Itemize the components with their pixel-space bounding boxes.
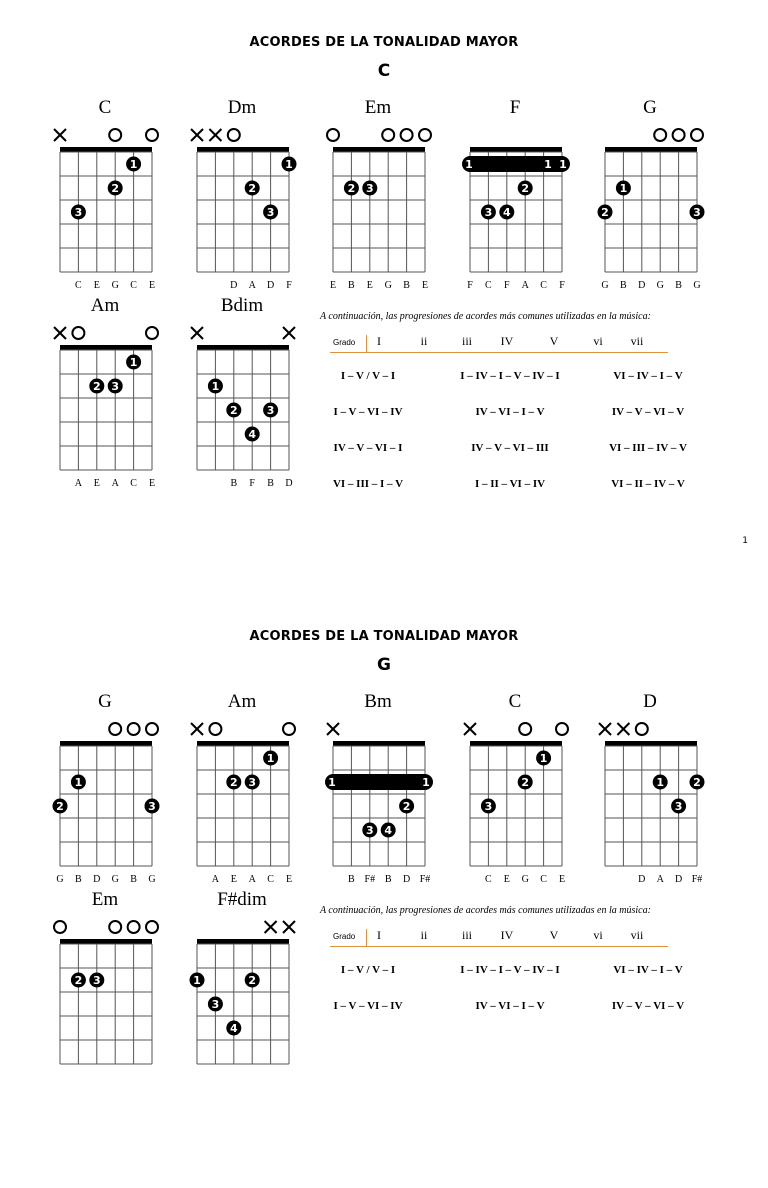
finger-number: 3	[148, 800, 156, 813]
finger-dot	[208, 379, 223, 394]
chord-note: D	[266, 280, 275, 291]
progression: VI – III – I – V	[332, 478, 404, 490]
chord-name: Bdim	[220, 295, 264, 316]
chord-note: G	[384, 280, 392, 291]
finger-number: 1	[656, 776, 665, 789]
finger-dot	[481, 205, 496, 220]
finger-number: 3	[211, 998, 220, 1011]
chord-note: B	[348, 874, 355, 885]
nut	[197, 741, 289, 746]
chord-diagram	[455, 97, 575, 291]
muted-string-icon	[191, 327, 203, 339]
open-string-icon	[109, 723, 121, 735]
finger-number: 1	[539, 752, 548, 765]
barre-finger-label: 1	[465, 158, 473, 171]
finger-dot	[263, 751, 278, 766]
open-string-icon	[654, 129, 666, 141]
progression: I – V / V – I	[340, 964, 396, 976]
nut	[60, 345, 152, 350]
chord-note: F#	[364, 874, 376, 885]
chord-note: C	[130, 478, 137, 489]
chord-note: B	[348, 280, 355, 291]
barre-finger-label: 1	[328, 776, 336, 789]
progression: I – V / V – I	[340, 370, 396, 382]
finger-number: 3	[266, 404, 275, 417]
degree-label: I	[377, 334, 381, 348]
fretboard-grid	[182, 691, 302, 871]
nut	[197, 939, 289, 944]
finger-number: 1	[619, 182, 628, 195]
finger-number: 1	[211, 380, 220, 393]
finger-number: 3	[248, 776, 257, 789]
progression: I – V – VI – IV	[333, 1000, 403, 1012]
finger-number: 3	[693, 206, 701, 219]
chord-name: Am	[227, 691, 257, 712]
finger-number: 2	[693, 776, 701, 789]
progression: IV – VI – I – V	[475, 406, 545, 418]
degree-label: I	[377, 928, 381, 942]
fretboard-grid	[590, 691, 710, 871]
finger-dot	[653, 775, 668, 790]
key-name: C	[377, 61, 391, 81]
muted-string-icon	[54, 327, 66, 339]
finger-number: 2	[92, 380, 101, 393]
degree-label: vi	[593, 928, 603, 942]
finger-number: 1	[129, 158, 138, 171]
chord-note: E	[421, 280, 429, 291]
chord-diagram	[182, 295, 302, 489]
chord-note: D	[285, 478, 293, 489]
fretboard-grid	[45, 97, 165, 277]
open-string-icon	[146, 723, 158, 735]
chord-diagram	[45, 889, 165, 1079]
chord-note: F#	[691, 874, 703, 885]
chord-diagram	[45, 691, 165, 885]
degree-label: IV	[500, 334, 514, 348]
open-string-icon	[283, 723, 295, 735]
finger-number: 2	[248, 182, 257, 195]
finger-number: 2	[601, 206, 609, 219]
chord-note: F	[249, 478, 255, 489]
progression: I – V – VI – IV	[333, 406, 403, 418]
chord-diagram	[318, 97, 438, 291]
finger-dot	[71, 775, 86, 790]
nut	[60, 939, 152, 944]
chord-name: Em	[364, 97, 392, 118]
finger-dot	[671, 799, 686, 814]
open-string-icon	[382, 129, 394, 141]
chord-diagram	[45, 97, 165, 291]
chord-note: E	[148, 280, 156, 291]
open-string-icon	[209, 723, 221, 735]
chord-name: F	[509, 97, 521, 118]
degree-label: vii	[630, 334, 644, 348]
progression: I – IV – I – V – IV – I	[460, 964, 560, 976]
nut	[197, 345, 289, 350]
chord-diagram	[182, 889, 302, 1079]
finger-dot	[126, 157, 141, 172]
finger-number: 3	[484, 206, 493, 219]
chord-note: G	[693, 280, 701, 291]
chord-note: C	[267, 874, 274, 885]
page-number: 1	[742, 536, 748, 546]
chord-name: G	[98, 691, 112, 712]
finger-dot	[518, 775, 533, 790]
nut	[60, 741, 152, 746]
open-string-icon	[109, 129, 121, 141]
finger-number: 1	[74, 776, 83, 789]
fretboard-grid	[318, 97, 438, 277]
chord-note: A	[111, 478, 119, 489]
fretboard-grid	[455, 97, 575, 277]
chord-diagram	[590, 691, 710, 885]
progressions-intro: A continuación, las progresiones de acordes más comunes utilizadas en la música:	[320, 311, 651, 322]
muted-string-icon	[191, 129, 203, 141]
open-string-icon	[636, 723, 648, 735]
progression: VI – III – IV – V	[609, 442, 687, 454]
muted-string-icon	[283, 327, 295, 339]
finger-number: 3	[674, 800, 683, 813]
finger-number: 1	[285, 158, 293, 171]
finger-number: 3	[365, 182, 374, 195]
finger-dot	[245, 427, 260, 442]
muted-string-icon	[617, 723, 629, 735]
chord-name: G	[643, 97, 657, 118]
finger-number: 2	[248, 974, 257, 987]
finger-number: 3	[111, 380, 120, 393]
finger-dot	[598, 205, 613, 220]
finger-dot	[208, 997, 223, 1012]
chord-name: Am	[90, 295, 120, 316]
finger-dot	[690, 205, 705, 220]
finger-dot	[362, 181, 377, 196]
chord-note: A	[74, 478, 82, 489]
chord-note: F	[504, 280, 510, 291]
degree-underline	[330, 946, 668, 947]
progression: IV – V – VI – III	[471, 442, 549, 454]
nut	[60, 147, 152, 152]
fretboard-grid	[590, 97, 710, 277]
muted-string-icon	[54, 129, 66, 141]
finger-number: 2	[111, 182, 120, 195]
finger-number: 2	[347, 182, 356, 195]
open-string-icon	[419, 129, 431, 141]
chord-note: A	[521, 280, 529, 291]
progression: IV – V – VI – V	[611, 406, 685, 418]
finger-dot	[399, 799, 414, 814]
open-string-icon	[691, 129, 703, 141]
finger-dot	[481, 799, 496, 814]
finger-dot	[226, 775, 241, 790]
chord-note: A	[248, 874, 256, 885]
finger-dot	[690, 775, 705, 790]
progression: VI – IV – I – V	[613, 370, 683, 382]
chord-note: G	[111, 280, 119, 291]
open-string-icon	[128, 921, 140, 933]
chord-note: A	[248, 280, 256, 291]
finger-dot	[263, 205, 278, 220]
degree-label: iii	[461, 928, 472, 942]
fretboard-grid	[182, 97, 302, 277]
muted-string-icon	[327, 723, 339, 735]
finger-number: 3	[74, 206, 83, 219]
finger-number: 2	[521, 182, 530, 195]
finger-dot	[108, 181, 123, 196]
degree-underline	[330, 352, 668, 353]
finger-dot	[245, 181, 260, 196]
chord-note: C	[130, 280, 137, 291]
fretboard-grid	[318, 691, 438, 871]
finger-dot	[362, 823, 377, 838]
finger-number: 2	[56, 800, 64, 813]
fretboard-grid	[455, 691, 575, 871]
finger-dot	[245, 973, 260, 988]
chord-note: G	[656, 280, 664, 291]
finger-number: 3	[484, 800, 493, 813]
open-string-icon	[556, 723, 568, 735]
progression: IV – V – VI – V	[611, 1000, 685, 1012]
chord-note: B	[130, 874, 137, 885]
chord-diagram	[182, 97, 302, 291]
chord-note: C	[485, 874, 492, 885]
degree-label: iii	[461, 334, 472, 348]
progression: VI – IV – I – V	[613, 964, 683, 976]
chord-diagram	[590, 97, 710, 291]
open-string-icon	[228, 129, 240, 141]
finger-dot	[190, 973, 205, 988]
finger-dot	[536, 751, 551, 766]
finger-number: 4	[248, 428, 257, 441]
open-string-icon	[401, 129, 413, 141]
finger-dot	[226, 403, 241, 418]
open-string-icon	[72, 327, 84, 339]
nut	[197, 147, 289, 152]
chord-diagram	[182, 691, 302, 885]
chord-note: B	[620, 280, 627, 291]
finger-dot	[282, 157, 297, 172]
finger-dot	[499, 205, 514, 220]
chord-diagram	[455, 691, 575, 885]
open-string-icon	[146, 921, 158, 933]
chord-note: D	[638, 874, 646, 885]
degree-label: vii	[630, 928, 644, 942]
chord-note: G	[56, 874, 64, 885]
chord-note: C	[540, 280, 547, 291]
degree-label: V	[549, 334, 559, 348]
barre-bar	[462, 156, 570, 172]
chord-note: D	[402, 874, 411, 885]
chord-note: E	[329, 280, 337, 291]
open-string-icon	[109, 921, 121, 933]
finger-dot	[89, 973, 104, 988]
finger-number: 2	[521, 776, 530, 789]
chord-note: E	[558, 874, 566, 885]
page-title: ACORDES DE LA TONALIDAD MAYOR	[249, 629, 519, 644]
finger-number: 3	[365, 824, 374, 837]
progression: IV – V – VI – I	[333, 442, 403, 454]
fretboard-grid	[45, 889, 165, 1069]
chord-note: F	[286, 280, 292, 291]
progression: VI – II – IV – V	[611, 478, 685, 490]
degree-label: IV	[500, 928, 514, 942]
chord-name: C	[508, 691, 522, 712]
fretboard-grid	[182, 889, 302, 1069]
progression: IV – VI – I – V	[475, 1000, 545, 1012]
finger-dot	[53, 799, 68, 814]
chord-note: G	[601, 280, 609, 291]
barre-bar	[325, 774, 433, 790]
degree-label: ii	[420, 334, 428, 348]
muted-string-icon	[283, 921, 295, 933]
finger-dot	[245, 775, 260, 790]
finger-number: 3	[92, 974, 101, 987]
chord-name: Bm	[364, 691, 392, 712]
chord-note: D	[230, 280, 238, 291]
chord-note: E	[93, 280, 100, 291]
chord-note: E	[285, 874, 293, 885]
finger-dot	[518, 181, 533, 196]
progressions-intro: A continuación, las progresiones de acordes más comunes utilizadas en la música:	[320, 905, 651, 916]
fretboard-grid	[182, 295, 302, 475]
chord-note: E	[148, 478, 156, 489]
grado-label: Grado	[333, 932, 356, 941]
finger-dot	[71, 973, 86, 988]
finger-dot	[226, 1021, 241, 1036]
chord-note: E	[366, 280, 373, 291]
chord-note: E	[503, 874, 510, 885]
nut	[333, 147, 425, 152]
finger-number: 1	[193, 974, 201, 987]
chord-note: B	[75, 874, 82, 885]
finger-number: 1	[266, 752, 275, 765]
degree-label: V	[549, 928, 559, 942]
chord-note: E	[230, 874, 237, 885]
chord-name: Dm	[227, 97, 257, 118]
open-string-icon	[54, 921, 66, 933]
finger-dot	[71, 205, 86, 220]
chord-note: A	[211, 874, 219, 885]
finger-number: 2	[229, 776, 238, 789]
chord-note: F	[467, 280, 473, 291]
chord-name: F#dim	[217, 889, 267, 910]
finger-number: 4	[229, 1022, 238, 1035]
finger-dot	[108, 379, 123, 394]
finger-dot	[344, 181, 359, 196]
muted-string-icon	[464, 723, 476, 735]
chord-note: B	[675, 280, 682, 291]
muted-string-icon	[191, 723, 203, 735]
grado-label: Grado	[333, 338, 356, 347]
muted-string-icon	[265, 921, 277, 933]
chord-diagram	[45, 295, 165, 489]
progression: I – II – VI – IV	[474, 478, 546, 490]
muted-string-icon	[599, 723, 611, 735]
open-string-icon	[146, 129, 158, 141]
chord-name: D	[643, 691, 657, 712]
chord-note: G	[148, 874, 156, 885]
chord-note: A	[656, 874, 664, 885]
page	[0, 594, 768, 1188]
chord-note: E	[93, 478, 100, 489]
chord-note: D	[674, 874, 683, 885]
chord-name: Em	[91, 889, 119, 910]
chord-note: B	[403, 280, 410, 291]
chord-note: G	[111, 874, 119, 885]
degree-label: ii	[420, 928, 428, 942]
chord-note: F#	[419, 874, 431, 885]
muted-string-icon	[209, 129, 221, 141]
finger-number: 3	[266, 206, 275, 219]
chord-note: G	[521, 874, 529, 885]
chord-diagram	[318, 691, 438, 885]
finger-dot	[89, 379, 104, 394]
chord-note: C	[75, 280, 82, 291]
page-title: ACORDES DE LA TONALIDAD MAYOR	[249, 35, 519, 50]
chord-note: C	[540, 874, 547, 885]
open-string-icon	[673, 129, 685, 141]
barre-finger-label: 1	[559, 158, 567, 171]
chord-note: D	[93, 874, 101, 885]
finger-number: 2	[74, 974, 83, 987]
finger-number: 1	[129, 356, 138, 369]
open-string-icon	[327, 129, 339, 141]
fretboard-grid	[45, 295, 165, 475]
finger-dot	[145, 799, 160, 814]
finger-number: 4	[502, 206, 511, 219]
barre-finger-label: 1	[544, 158, 552, 171]
chord-note: B	[267, 478, 274, 489]
key-name: G	[377, 655, 391, 675]
degree-label: vi	[593, 334, 603, 348]
finger-dot	[616, 181, 631, 196]
chord-note: C	[485, 280, 492, 291]
finger-number: 4	[384, 824, 393, 837]
chord-name: C	[98, 97, 112, 118]
fretboard-grid	[45, 691, 165, 871]
finger-dot	[263, 403, 278, 418]
barre-finger-label: 1	[422, 776, 430, 789]
finger-dot	[126, 355, 141, 370]
open-string-icon	[146, 327, 158, 339]
finger-number: 2	[229, 404, 238, 417]
nut	[470, 147, 562, 152]
nut	[605, 147, 697, 152]
finger-number: 2	[402, 800, 411, 813]
nut	[605, 741, 697, 746]
nut	[333, 741, 425, 746]
open-string-icon	[519, 723, 531, 735]
open-string-icon	[128, 723, 140, 735]
chord-note: F	[559, 280, 565, 291]
progression: I – IV – I – V – IV – I	[460, 370, 560, 382]
nut	[470, 741, 562, 746]
chord-note: B	[384, 874, 392, 885]
chord-note: B	[230, 478, 238, 489]
finger-dot	[381, 823, 396, 838]
chord-note: D	[638, 280, 646, 291]
